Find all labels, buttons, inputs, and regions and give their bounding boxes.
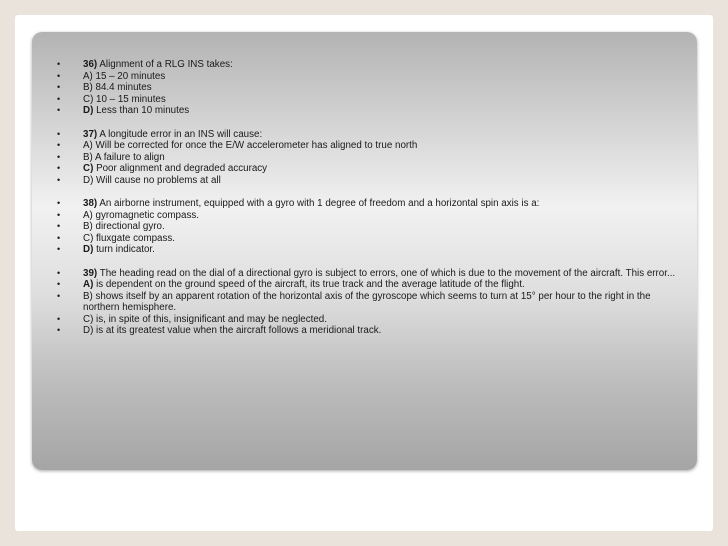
bullet-icon: • <box>57 82 61 92</box>
answer-text: A) 15 – 20 minutes <box>83 70 166 82</box>
list-item <box>32 268 697 280</box>
answer-text: D) Will cause no problems at all <box>83 174 221 186</box>
list-item <box>32 279 697 291</box>
question-block-38 <box>32 198 697 256</box>
answer-text: B) shows itself by an apparent rotation of the horizontal axis of the gyroscope which seems to turn at 15° per hour to the right in the northern hemisphere. <box>83 290 651 313</box>
question-block-36 <box>32 59 697 117</box>
list-item <box>32 152 697 164</box>
bullet-icon: • <box>57 70 61 81</box>
bullet-icon: • <box>57 221 61 231</box>
question-block-39 <box>32 268 697 337</box>
question-text: A longitude error in an INS will cause: <box>97 128 263 140</box>
bullet-icon: • <box>57 93 61 104</box>
answer-label: D) <box>83 105 94 116</box>
answer-text: is dependent on the ground speed of the aircraft, its true track and the average latitude of the flight. <box>93 279 525 290</box>
list-item <box>32 140 697 152</box>
list-item <box>32 325 697 337</box>
question-list <box>32 59 697 337</box>
question-text: The heading read on the dial of a directional gyro is subject to errors, one of which is due to the movement of the aircraft. This error... <box>97 267 676 279</box>
question-number: 39) <box>83 267 98 279</box>
answer-text: C) is, in spite of this, insignificant and may be neglected. <box>83 313 327 325</box>
bullet-icon: • <box>57 198 61 208</box>
bullet-icon: • <box>57 105 61 115</box>
answer-text: turn indicator. <box>93 244 155 255</box>
bullet-icon: • <box>57 290 61 301</box>
question-text: An airborne instrument, equipped with a gyro with 1 degree of freedom and a horizontal spin axis is a: <box>97 198 540 209</box>
bullet-icon: • <box>57 128 61 139</box>
bullet-icon: • <box>57 267 61 278</box>
bullet-icon: • <box>57 279 61 289</box>
answer-label: D) <box>83 244 94 255</box>
list-item <box>32 129 697 141</box>
bullet-icon: • <box>57 140 61 150</box>
answer-text: B) A failure to align <box>83 151 165 163</box>
list-item <box>32 244 697 256</box>
content-panel <box>32 32 697 470</box>
list-item <box>32 163 697 175</box>
bullet-icon: • <box>57 163 61 173</box>
answer-text: C) fluxgate compass. <box>83 232 176 244</box>
bullet-icon: • <box>57 174 61 185</box>
answer-text: C) 10 – 15 minutes <box>83 93 166 105</box>
list-item <box>32 314 697 326</box>
list-item <box>32 71 697 83</box>
answer-text: A) Will be corrected for once the E/W accelerometer has aligned to true north <box>83 140 418 151</box>
list-item <box>32 175 697 187</box>
list-item <box>32 82 697 94</box>
answer-text: B) directional gyro. <box>83 221 165 232</box>
list-item <box>32 198 697 210</box>
list-item <box>32 291 697 314</box>
answer-text: Less than 10 minutes <box>93 105 190 116</box>
list-item <box>32 233 697 245</box>
list-item <box>32 221 697 233</box>
bullet-icon: • <box>57 244 61 254</box>
bullet-icon: • <box>57 232 61 243</box>
list-item <box>32 94 697 106</box>
answer-label: C) <box>83 163 94 174</box>
bullet-icon: • <box>57 313 61 324</box>
answer-text: D) is at its greatest value when the aircraft follows a meridional track. <box>83 325 382 336</box>
bullet-icon: • <box>57 325 61 335</box>
slide <box>15 15 713 531</box>
answer-text: B) 84.4 minutes <box>83 82 152 93</box>
bullet-icon: • <box>57 151 61 162</box>
bullet-icon: • <box>57 59 61 69</box>
question-number: 36) <box>83 59 98 70</box>
answer-text: Poor alignment and degraded accuracy <box>93 163 268 174</box>
list-item <box>32 59 697 71</box>
list-item <box>32 105 697 117</box>
question-number: 38) <box>83 198 98 209</box>
question-block-37 <box>32 129 697 187</box>
list-item <box>32 210 697 222</box>
answer-label: A) <box>83 279 94 290</box>
question-text: Alignment of a RLG INS takes: <box>97 59 233 70</box>
bullet-icon: • <box>57 209 61 220</box>
answer-text: A) gyromagnetic compass. <box>83 209 199 221</box>
question-number: 37) <box>83 128 98 140</box>
